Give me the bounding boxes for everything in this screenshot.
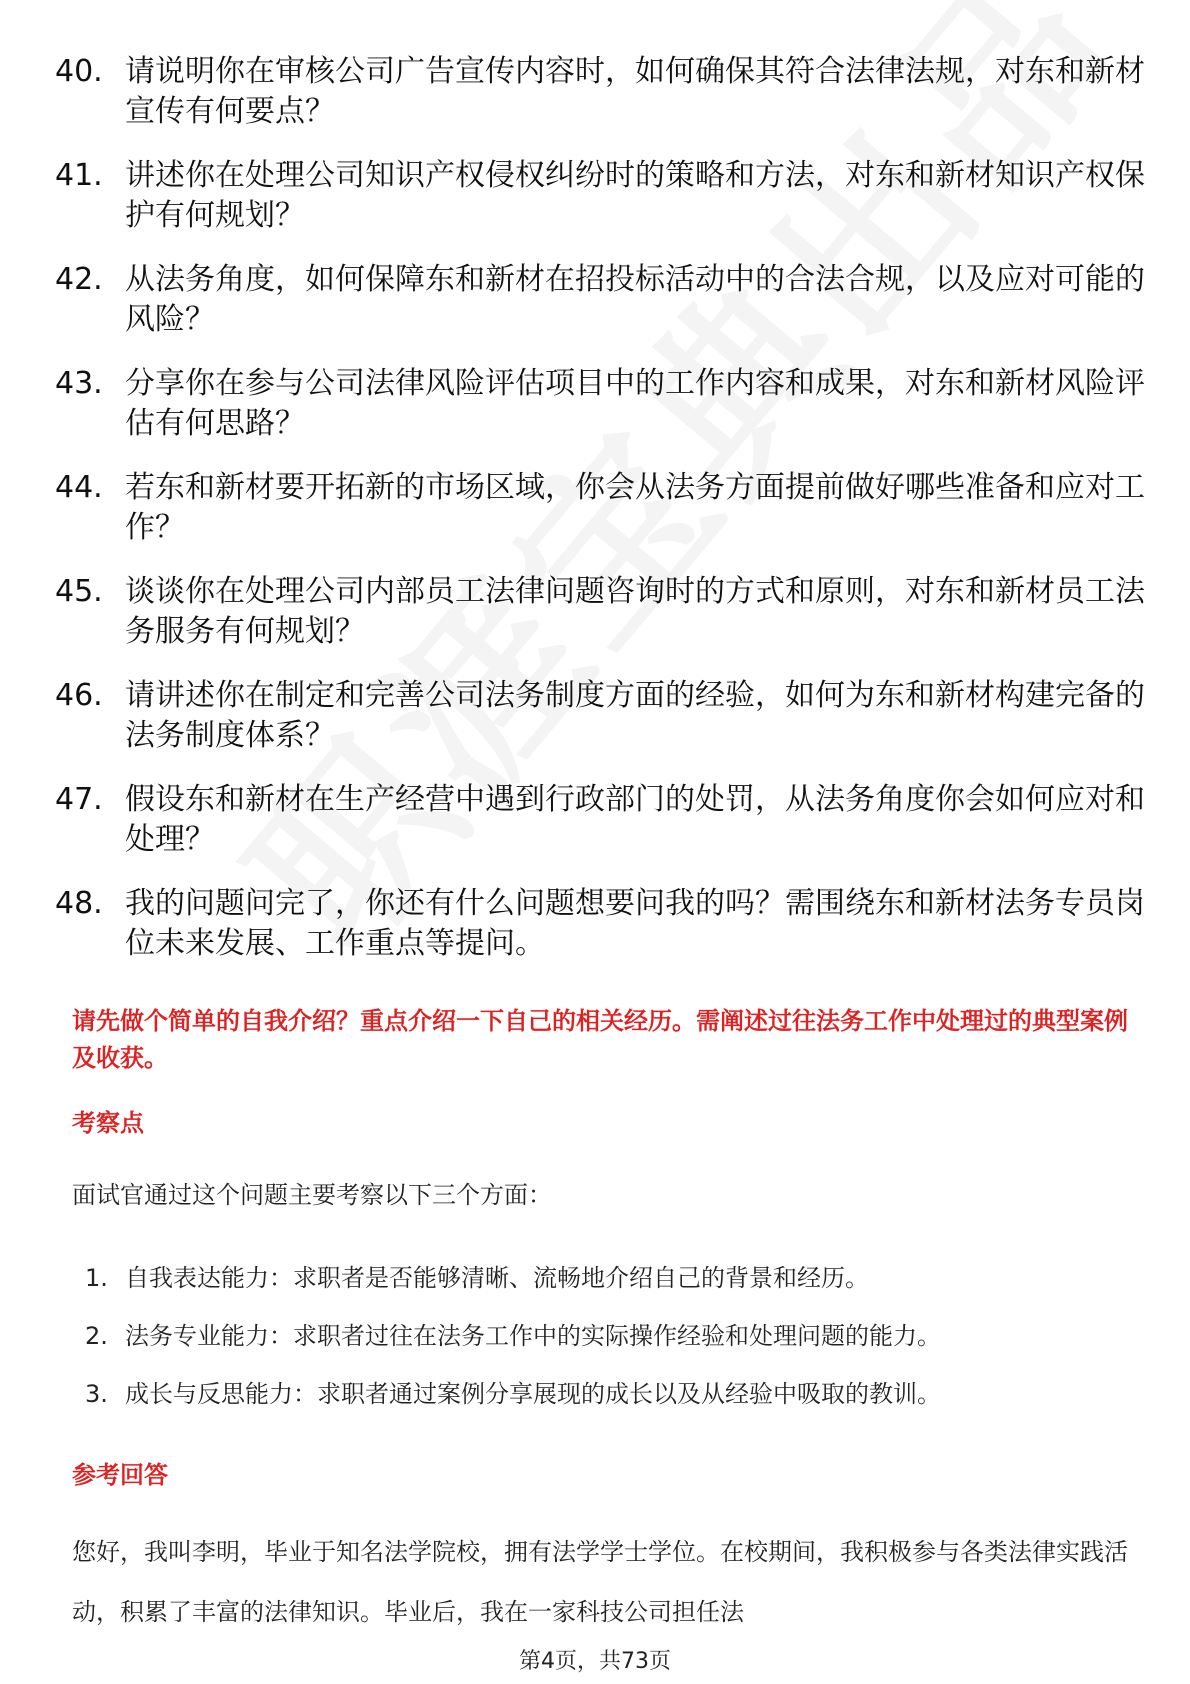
point-text: 法务专业能力：求职者过往在法务工作中的实际操作经验和处理问题的能力。 <box>125 1322 941 1350</box>
point-text: 成长与反思能力：求职者通过案例分享展现的成长以及从经验中吸取的教训。 <box>125 1380 941 1408</box>
question-number: 41. <box>55 158 103 193</box>
question-number: 48. <box>55 886 103 921</box>
examine-points <box>85 1262 1145 1436</box>
question-text: 请说明你在审核公司广告宣传内容时，如何确保其符合法律法规，对东和新材宣传有何要点？ <box>125 54 1145 129</box>
question-number: 44. <box>55 470 103 505</box>
examine-intro: 面试官通过这个问题主要考察以下三个方面： <box>72 1181 552 1209</box>
section-heading-answer: 参考回答 <box>72 1461 168 1489</box>
question-number: 40. <box>55 54 103 89</box>
question-number: 46. <box>55 678 103 713</box>
question-text: 谈谈你在处理公司内部员工法律问题咨询时的方式和原则，对东和新材员工法务服务有何规划？ <box>125 574 1145 649</box>
question-text: 我的问题问完了，你还有什么问题想要问我的吗？需围绕东和新材法务专员岗位未来发展、工作重点等提问。 <box>125 886 1145 961</box>
question-number: 47. <box>55 782 103 817</box>
list-item <box>85 1320 1145 1352</box>
intro-question: 请先做个简单的自我介绍？重点介绍一下自己的相关经历。需阐述过往法务工作中处理过的典型案例及收获。 <box>72 1007 1128 1072</box>
question-text: 假设东和新材在生产经营中遇到行政部门的处罚，从法务角度你会如何应对和处理？ <box>125 782 1145 857</box>
question-list <box>55 52 1145 988</box>
point-number: 1. <box>85 1264 108 1292</box>
section-heading-examine: 考察点 <box>72 1109 144 1137</box>
question-text: 从法务角度，如何保障东和新材在招投标活动中的合法合规，以及应对可能的风险？ <box>125 262 1145 337</box>
question-text: 若东和新材要开拓新的市场区域，你会从法务方面提前做好哪些准备和应对工作？ <box>125 470 1145 545</box>
list-item <box>55 364 1145 444</box>
question-text: 请讲述你在制定和完善公司法务制度方面的经验，如何为东和新材构建完备的法务制度体系？ <box>125 678 1145 753</box>
list-item <box>55 780 1145 860</box>
list-item <box>55 52 1145 132</box>
list-item <box>55 884 1145 964</box>
list-item <box>55 676 1145 756</box>
page-footer: 第4页，共73页 <box>519 1649 671 1674</box>
question-text: 讲述你在处理公司知识产权侵权纠纷时的策略和方法，对东和新材知识产权保护有何规划？ <box>125 158 1145 233</box>
question-text: 分享你在参与公司法律风险评估项目中的工作内容和成果，对东和新材风险评估有何思路？ <box>125 366 1145 441</box>
list-item <box>85 1378 1145 1410</box>
list-item <box>85 1262 1145 1294</box>
list-item <box>55 260 1145 340</box>
point-number: 3. <box>85 1380 108 1408</box>
list-item <box>55 156 1145 236</box>
answer-paragraph: 您好，我叫李明，毕业于知名法学院校，拥有法学学士学位。在校期间，我积极参与各类法律实践活动，积累了丰富的法律知识。毕业后，我在一家科技公司担任法 <box>72 1538 1128 1626</box>
question-number: 42. <box>55 262 103 297</box>
question-number: 43. <box>55 366 103 401</box>
list-item <box>55 572 1145 652</box>
list-item <box>55 468 1145 548</box>
point-number: 2. <box>85 1322 108 1350</box>
question-number: 45. <box>55 574 103 609</box>
point-text: 自我表达能力：求职者是否能够清晰、流畅地介绍自己的背景和经历。 <box>125 1264 869 1292</box>
